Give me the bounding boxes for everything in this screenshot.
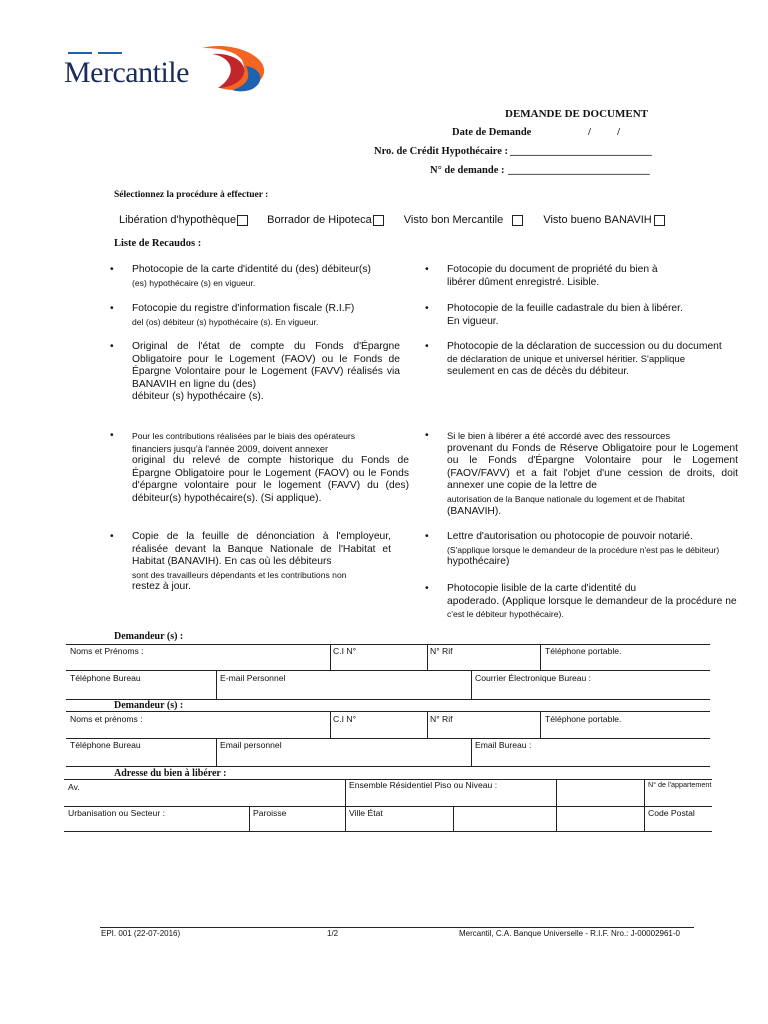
applicant-2-title: Demandeur (s) : [114, 700, 184, 711]
bullet-icon: • [425, 264, 429, 275]
applicant-2-office-phone-field[interactable]: Téléphone Bureau [70, 740, 141, 750]
right-item-1: • Fotocopie du document de propriété du bien à libérer dûment enregistré. Lisible. [425, 264, 658, 288]
address-urbanisation-field[interactable]: Urbanisation ou Secteur : [68, 808, 165, 818]
bullet-icon: • [425, 583, 429, 594]
address-apartment-field[interactable]: N° de l'appartement [648, 780, 712, 789]
right-item-6: • Photocopie lisible de la carte d'identité du apoderado. (Applique lorsque le demandeur de la procédure ne c'est le débiteur hypothécaire). [425, 583, 737, 620]
bullet-icon: • [110, 531, 114, 542]
list-title: Liste de Recaudos : [114, 238, 202, 249]
bullet-icon: • [110, 341, 114, 352]
left-item-5: • Copie de la feuille de dénonciation à l'employeur, réalisée devant la Banque Nationale de l'Habitat et Habitat (BANAVIH). En cas où les débiteurs sont des travailleurs dépendants et les contributions non restez à jour. [110, 531, 391, 593]
date-separators: / / [588, 127, 621, 138]
procedure-options [119, 214, 665, 226]
applicant-1-title: Demandeur (s) : [114, 631, 184, 642]
address-av-field[interactable]: Av. [68, 782, 80, 792]
applicant-2-ci-field[interactable]: C.I N° [333, 714, 357, 724]
mercantil-logo [62, 44, 272, 96]
address-title: Adresse du bien à libérer : [114, 768, 227, 779]
option-liberation-label: Libération d'hypothèque [119, 214, 237, 227]
left-item-1: • Photocopie de la carte d'identité du (des) débiteur(s) (es) hypothécaire (s) en vigueur. [110, 264, 371, 288]
address-ensemble-field[interactable]: Ensemble Résidentiel Piso ou Niveau : [349, 780, 498, 790]
footer-bank-info: Mercantil, C.A. Banque Universelle - R.I.F. Nro.: J-00002961-0 [459, 929, 680, 938]
applicant-1-ci-field[interactable]: C.I N° [333, 646, 357, 656]
applicant-2-names-field[interactable]: Noms et prénoms : [70, 714, 143, 724]
footer-page-number: 1/2 [327, 929, 339, 938]
option-visto-bon-label: Visto bon Mercantile [403, 214, 504, 227]
applicant-1-rif-field[interactable]: N° Rif [430, 646, 453, 656]
applicant-2-office-email-field[interactable]: Email Bureau : [475, 740, 532, 750]
applicant-1-names-field[interactable]: Noms et Prénoms : [70, 646, 144, 656]
bullet-icon: • [110, 430, 114, 441]
option-visto-bueno-label: Visto bueno BANAVIH [543, 214, 652, 227]
applicant-1-email-field[interactable]: E-mail Personnel [220, 673, 286, 683]
left-item-3: • Original de l'état de compte du Fonds d'Épargne Obligatoire pour le Logement (FAOV) ou le Fonds de Épargne Volontaire pour le Logement (FAVV) réalisés via BANAVIH en ligne du (des) débiteur (s) hypothécaire (s). [110, 341, 400, 403]
applicant-2-email-field[interactable]: Email personnel [220, 740, 282, 750]
left-item-4: • Pour les contributions réalisées par le biais des opérateurs financiers jusqu'à l'année 2009, doivent annexer original du relevé de compte historique du Fonds de Épargne Obligatoire pour le Logement (FAOV) ou le Fonds d'épargne volontaire pour le logement (FAVV) du (des) débiteur(s) hypothécaire(s). (Si applique). [110, 430, 409, 504]
address-paroisse-field[interactable]: Paroisse [253, 808, 287, 818]
option-liberation-checkbox[interactable] [237, 215, 248, 226]
bullet-icon: • [425, 341, 429, 352]
applicant-2-rif-field[interactable]: N° Rif [430, 714, 453, 724]
request-number-label: N° de demande : [430, 165, 505, 176]
applicant-1-office-phone-field[interactable]: Téléphone Bureau [70, 673, 141, 683]
bullet-icon: • [425, 531, 429, 542]
procedure-label: Sélectionnez la procédure à effectuer : [114, 190, 269, 200]
right-item-5: • Lettre d'autorisation ou photocopie de pouvoir notarié. (S'applique lorsque le demandeur de la procédure n'est pas le débiteur) hypothécaire) [425, 531, 720, 568]
applicant-2-mobile-field[interactable]: Téléphone portable. [545, 714, 622, 724]
bullet-icon: • [425, 303, 429, 314]
applicant-1-office-email-field[interactable]: Courrier Électronique Bureau : [475, 673, 592, 683]
date-label: Date de Demande [452, 127, 532, 138]
left-item-2: • Fotocopie du registre d'information fiscale (R.I.F) del (os) débiteur (s) hypothécaire (s). En vigueur. [110, 303, 355, 327]
request-number-blank: ___________________________ [508, 165, 650, 176]
logo-text: Mercantile [64, 56, 189, 89]
bullet-icon: • [110, 303, 114, 314]
option-visto-bon-checkbox[interactable] [512, 215, 523, 226]
option-borrador-checkbox[interactable] [373, 215, 384, 226]
bullet-icon: • [110, 264, 114, 275]
document-title: DEMANDE DE DOCUMENT [505, 108, 648, 120]
right-item-4: • Si le bien à libérer a été accordé avec des ressources provenant du Fonds de Réserve Obligatoire pour le Logement ou le Fonds d'Épargne Volontaire pour le Logement (FAOV/FAVV) et a fait l'objet d'une cession de droits, doit annexer une copie de la lettre de autorisation de la Banque nationale du logement et de l'habitat (BANAVIH). [425, 430, 738, 517]
credit-number-label: Nro. de Crédit Hypothécaire : [374, 146, 509, 157]
address-postal-code-field[interactable]: Code Postal [648, 808, 695, 818]
option-visto-bueno-checkbox[interactable] [654, 215, 665, 226]
credit-number-blank: ___________________________ [510, 146, 652, 157]
address-city-state-field[interactable]: Ville État [349, 808, 383, 818]
right-item-3: • Photocopie de la déclaration de succession ou du document de déclaration de unique et universel héritier. S'applique seulement en cas de décès du débiteur. [425, 341, 722, 378]
option-borrador-label: Borrador de Hipoteca [267, 214, 372, 227]
applicant-1-mobile-field[interactable]: Téléphone portable. [545, 646, 622, 656]
right-item-2: • Photocopie de la feuille cadastrale du bien à libérer. En vigueur. [425, 303, 683, 327]
footer-form-code: EPI. 001 (22-07-2016) [101, 929, 181, 938]
bullet-icon: • [425, 430, 429, 441]
